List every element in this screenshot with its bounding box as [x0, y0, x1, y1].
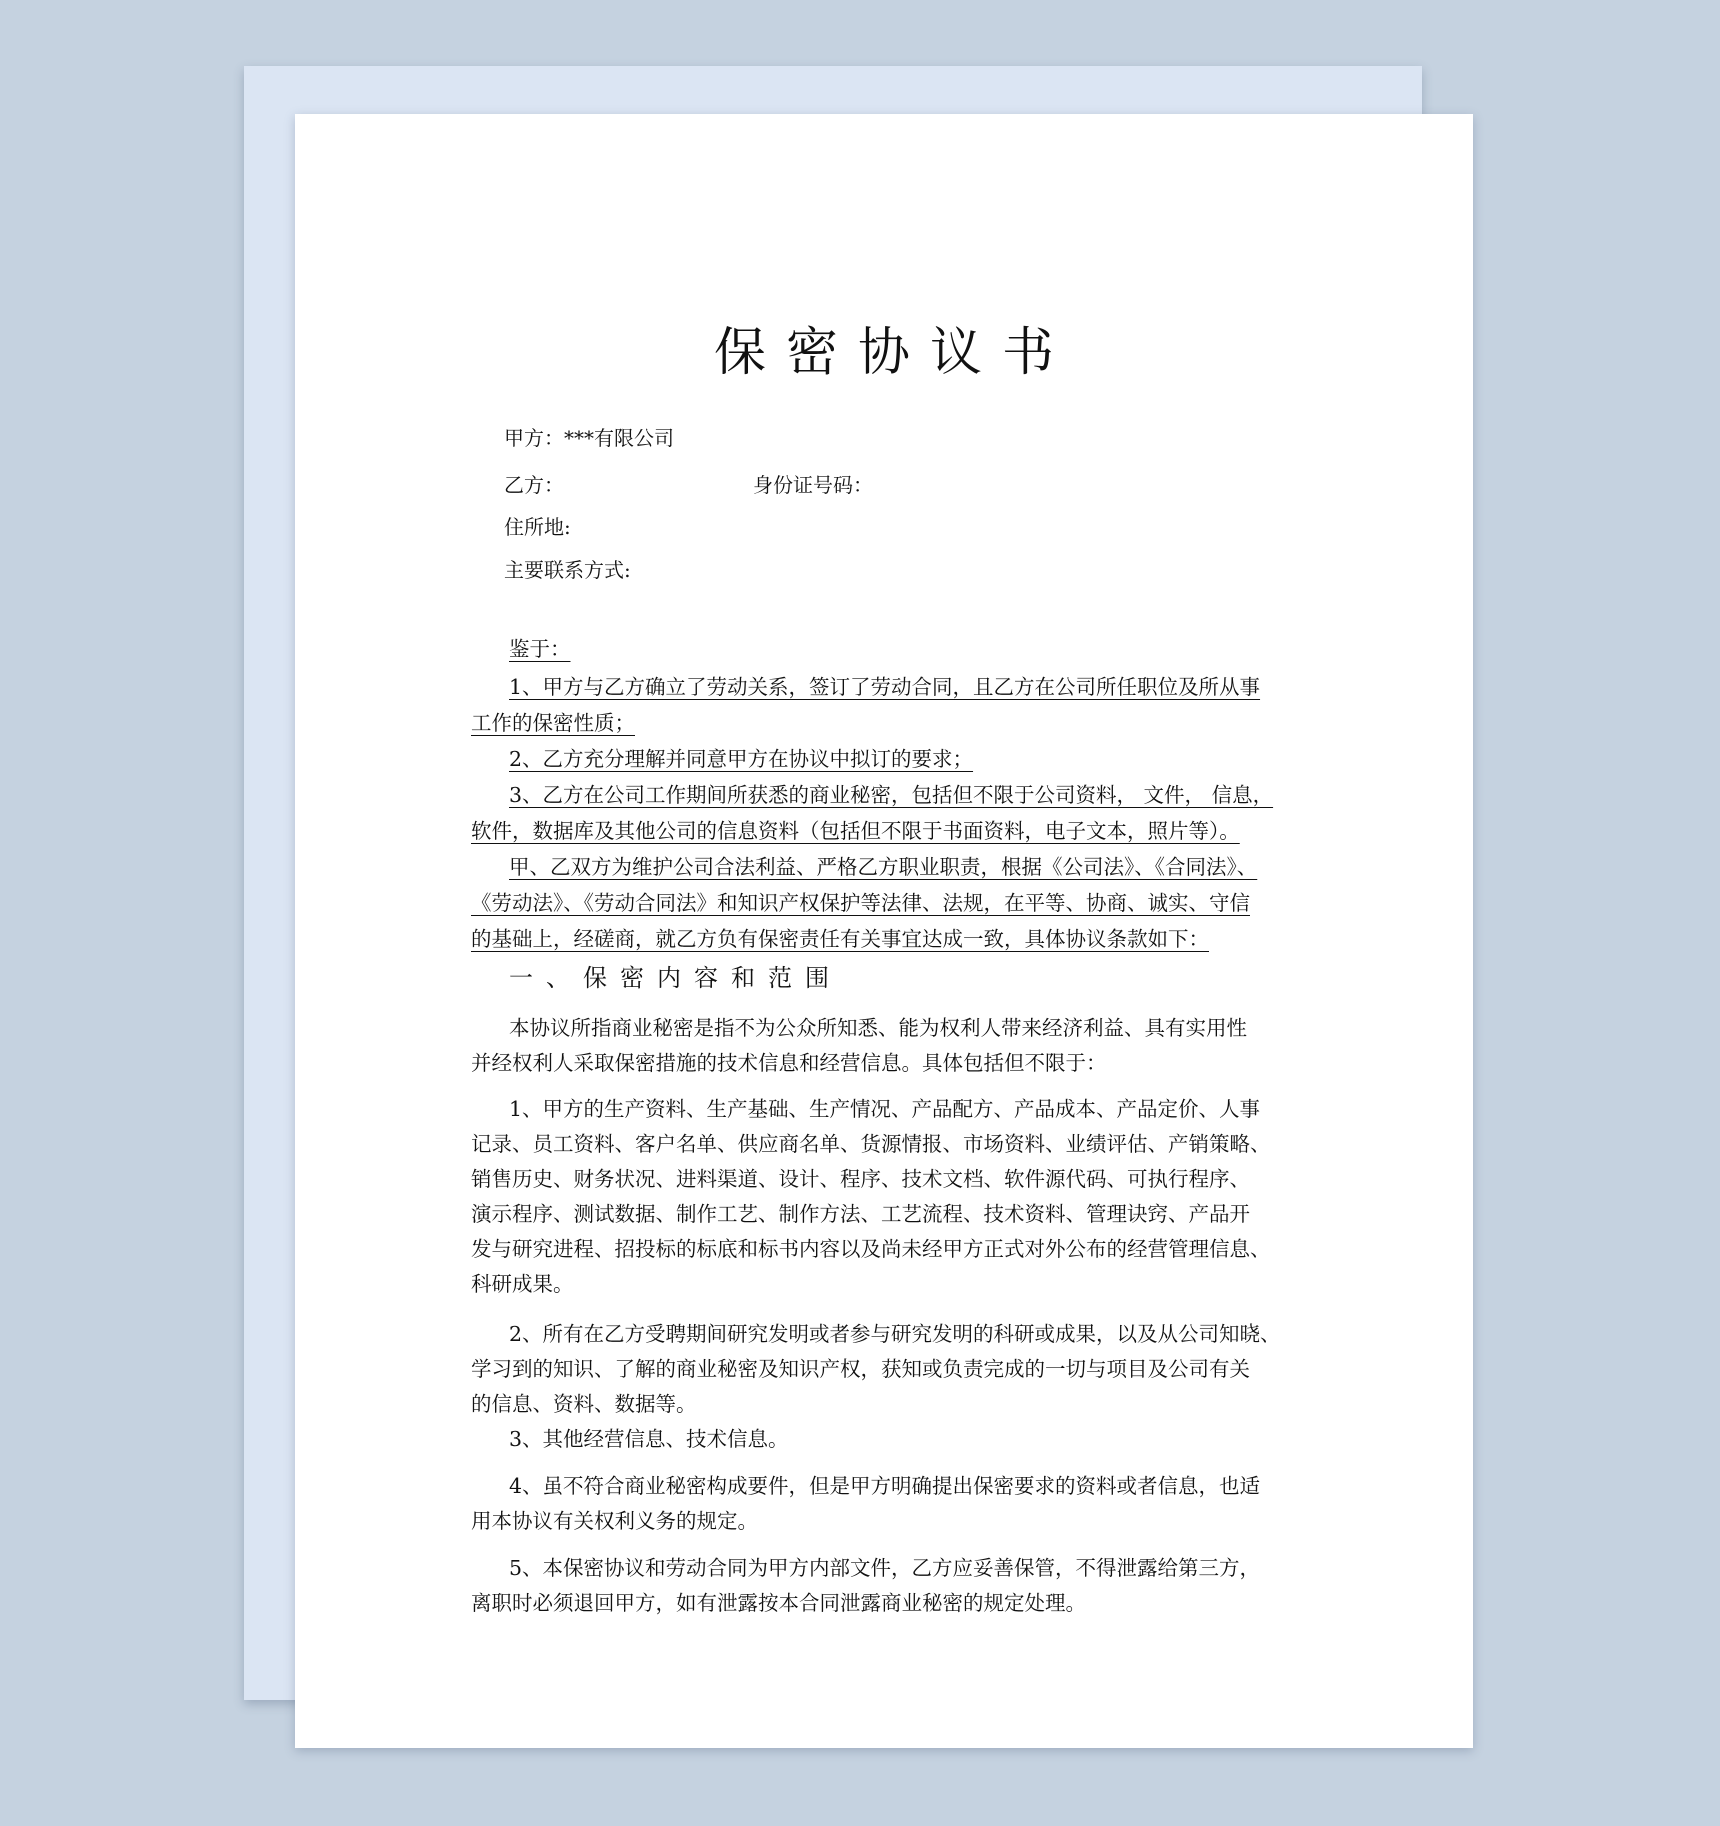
contact-field: 主要联系方式: [504, 558, 631, 582]
section-text-line: 记录、员工资料、客户名单、供应商名单、货源情报、市场资料、业绩评估、产销策略、 [471, 1132, 1271, 1156]
recital-line: 的基础上，经磋商，就乙方负有保密责任有关事宜达成一致，具体协议条款如下： [471, 927, 1209, 951]
document-title: 保密协议书 [713, 323, 1074, 383]
recital-line: 甲、乙双方为维护公司合法利益、严格乙方职业职责，根据《公司法》、《合同法》、 [509, 855, 1258, 879]
section-text-line: 4、虽不符合商业秘密构成要件，但是甲方明确提出保密要求的资料或者信息，也适 [509, 1474, 1261, 1498]
recital-line: 《劳动法》、《劳动合同法》和知识产权保护等法律、法规，在平等、协商、诚实、守信 [471, 891, 1250, 915]
section-text-line: 1、甲方的生产资料、生产基础、生产情况、产品配方、产品成本、产品定价、人事 [509, 1097, 1261, 1121]
section-text-line: 发与研究进程、招投标的标底和标书内容以及尚未经甲方正式对外公布的经营管理信息、 [471, 1237, 1271, 1261]
recital-line: 工作的保密性质； [471, 711, 635, 735]
party-a-field: 甲方：***有限公司 [504, 426, 674, 450]
section-text-line: 并经权利人采取保密措施的技术信息和经营信息。具体包括但不限于： [471, 1051, 1107, 1075]
section-text-line: 离职时必须退回甲方，如有泄露按本合同泄露商业秘密的规定处理。 [471, 1591, 1086, 1615]
section-text-line: 销售历史、财务状况、进料渠道、设计、程序、技术文档、软件源代码、可执行程序、 [471, 1167, 1250, 1191]
section-text-line: 5、本保密协议和劳动合同为甲方内部文件，乙方应妥善保管，不得泄露给第三方， [509, 1556, 1261, 1580]
id-number-field: 身份证号码： [753, 473, 873, 497]
section-text-line: 科研成果。 [471, 1272, 574, 1296]
section-text-line: 演示程序、测试数据、制作工艺、制作方法、工艺流程、技术资料、管理诀窍、产品开 [471, 1202, 1250, 1226]
section-text-line: 2、所有在乙方受聘期间研究发明或者参与研究发明的科研或成果，以及从公司知晓、 [509, 1322, 1281, 1346]
section-text-line: 3、其他经营信息、技术信息。 [509, 1427, 789, 1451]
section-heading: 一、保密内容和范围 [509, 964, 842, 992]
recital-line: 1、甲方与乙方确立了劳动关系，签订了劳动合同，且乙方在公司所任职位及所从事 [509, 675, 1261, 699]
recital-line: 3、乙方在公司工作期间所获悉的商业秘密，包括但不限于公司资料， 文件， 信息， [509, 783, 1274, 807]
party-b-field: 乙方： [504, 473, 564, 497]
section-text-line: 学习到的知识、了解的商业秘密及知识产权，获知或负责完成的一切与项目及公司有关 [471, 1357, 1250, 1381]
section-text-line: 本协议所指商业秘密是指不为公众所知悉、能为权利人带来经济利益、具有实用性 [509, 1016, 1247, 1040]
recital-line: 软件，数据库及其他公司的信息资料（包括但不限于书面资料，电子文本，照片等）。 [471, 819, 1240, 843]
address-field: 住所地: [504, 515, 571, 539]
section-text-line: 用本协议有关权利义务的规定。 [471, 1509, 758, 1533]
recital-line: 2、乙方充分理解并同意甲方在协议中拟订的要求； [509, 747, 974, 771]
document-page [295, 114, 1473, 1748]
recitals-label: 鉴于： [509, 637, 571, 661]
section-text-line: 的信息、资料、数据等。 [471, 1392, 697, 1416]
